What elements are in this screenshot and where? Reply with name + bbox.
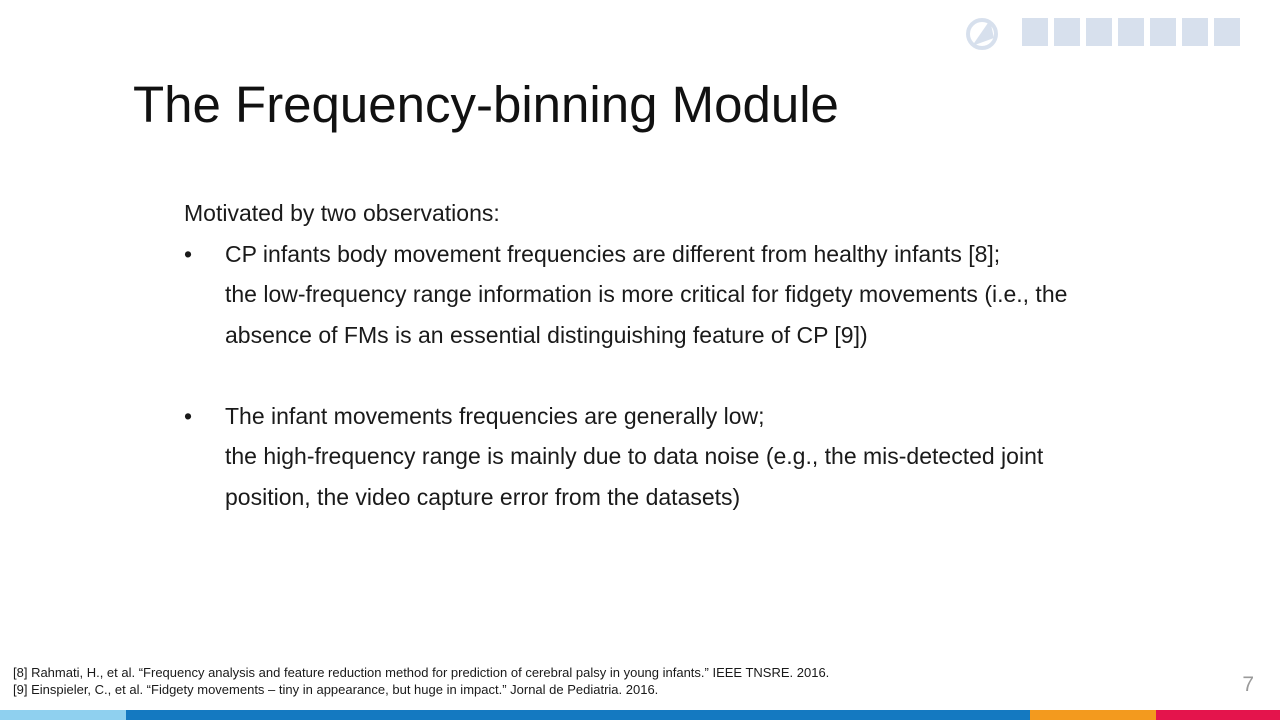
intro-text: Motivated by two observations: <box>184 200 500 226</box>
observation-line: absence of FMs is an essential distinguishing feature of CP [9]) <box>225 321 868 348</box>
bullet-marker: • <box>184 402 193 429</box>
reference-9: [9] Einspieler, C., et al. “Fidgety movements – tiny in appearance, but huge in impact.” Jornal de Pediatria. 2016. <box>13 682 659 697</box>
observation-item <box>184 234 1164 356</box>
slide-title: The Frequency-binning Module <box>133 76 839 133</box>
university-logo-icon <box>960 8 1275 54</box>
references <box>13 664 829 698</box>
observation-line: CP infants body movement frequencies are different from healthy infants [8]; <box>225 240 1001 267</box>
footer-segment-light-blue <box>0 710 126 720</box>
observation-line: the high-frequency range is mainly due to data noise (e.g., the mis-detected joint <box>225 443 1044 469</box>
bullet-marker: • <box>184 240 193 267</box>
observation-line: the low-frequency range information is more critical for fidgety movements (i.e., the <box>225 281 1068 307</box>
footer-segment-orange <box>1030 710 1156 720</box>
reference-8: [8] Rahmati, H., et al. “Frequency analysis and feature reduction method for prediction of cerebral palsy in young infants.” IEEE TNSRE. 2016. <box>13 665 830 680</box>
page-number: 7 <box>1242 673 1254 696</box>
footer-segment-blue <box>126 710 1030 720</box>
footer-color-bar <box>0 710 1280 720</box>
footer-segment-red <box>1156 710 1280 720</box>
observation-line: position, the video capture error from the datasets) <box>225 483 741 510</box>
observation-item <box>184 396 1164 518</box>
observation-line: The infant movements frequencies are generally low; <box>225 402 765 429</box>
slide-body <box>184 193 1164 517</box>
observation-list <box>184 234 1164 518</box>
